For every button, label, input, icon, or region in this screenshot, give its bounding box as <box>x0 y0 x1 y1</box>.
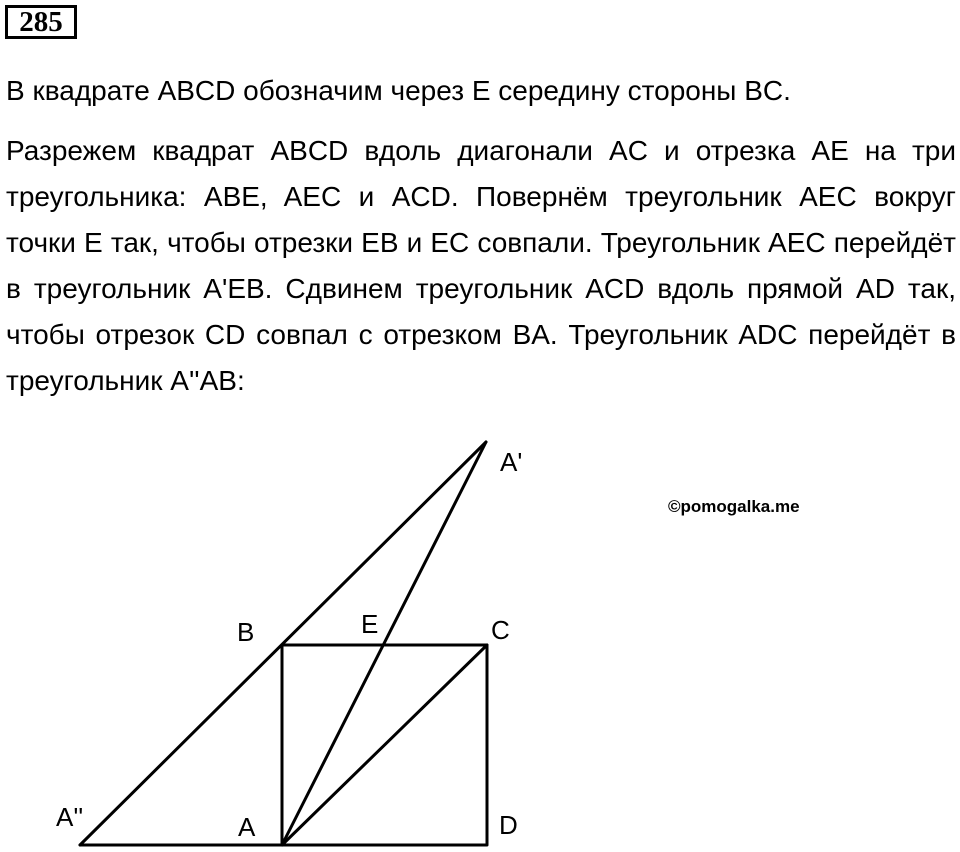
problem-number: 285 <box>5 5 77 39</box>
intro-text: В квадрате ABCD обозначим через E середину стороны BC. <box>6 75 791 106</box>
label-a: A <box>238 812 256 842</box>
label-d: D <box>499 810 518 840</box>
solution-text: Разрежем квадрат ABCD вдоль диагонали AC и отрезка AE на три треугольника: ABE, AEC и ACD. Повернём треугольник AEC вокруг точки E так, чтобы отрезки EB и EC совпали. Треугольник AEC перейдёт в треугольник A'EB. Сдвинем треугольник ACD вдоль прямой AD так, чтобы отрезок CD совпал с отрезком BA. Треугольник ADC перейдёт в треугольник A''AB: <box>6 135 957 396</box>
watermark: ©pomogalka.me <box>668 497 800 516</box>
label-b: B <box>237 617 255 647</box>
diagonal-ac <box>282 645 487 845</box>
label-a-prime: A' <box>500 447 523 477</box>
label-e: E <box>361 609 379 639</box>
label-a-double-prime: A'' <box>56 802 84 832</box>
label-c: C <box>491 615 510 645</box>
